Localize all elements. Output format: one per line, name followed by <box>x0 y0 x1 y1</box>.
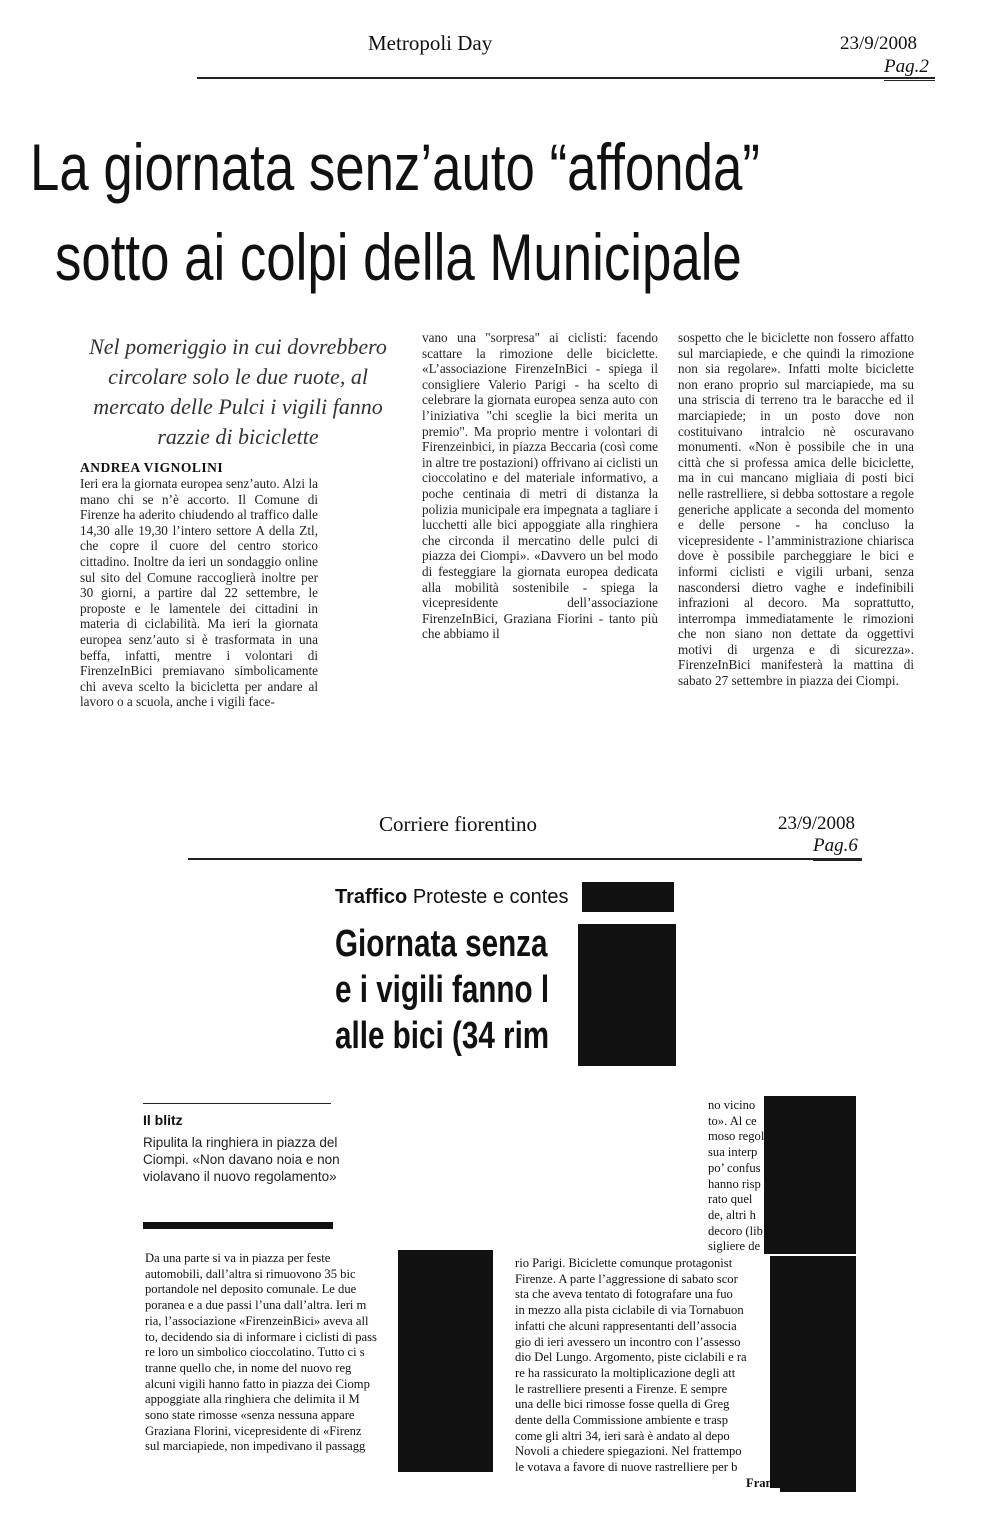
blitz-text: Ripulita la ringhiera in piazza del Ciompi. «Non davano noia e non violavano il nuovo regolamento» <box>143 1135 340 1184</box>
text-line: portandole nel deposito comunale. Le due <box>145 1282 357 1297</box>
text-line: no vicino <box>708 1098 756 1112</box>
text-line: una delle bici rimosse fosse quella di Greg <box>515 1397 730 1412</box>
text-line: dio Del Lungo. Argomento, piste ciclabili e ra <box>515 1350 747 1365</box>
text-line: sono state rimosse «senza nessuna appare <box>145 1408 355 1423</box>
page-underline <box>884 80 935 81</box>
redaction-mark <box>780 1474 856 1492</box>
text-line: Novoli a chiedere spiegazioni. Nel frattempo <box>515 1444 742 1459</box>
text-line: re loro un simbolico cioccolatino. Tutto ci s <box>145 1345 365 1360</box>
publication-date-2: 23/9/2008 <box>778 813 856 834</box>
text-line: de, altri h <box>708 1207 756 1222</box>
text-line: po’ confus <box>708 1160 761 1175</box>
headline-2-line-1: Giornata senza <box>335 923 548 965</box>
blitz-top-rule <box>143 1103 331 1104</box>
headline-2-line-2: e i vigili fanno l <box>335 969 550 1011</box>
text-line: rato quel <box>708 1192 753 1207</box>
column-3-text: sospetto che le biciclette non fossero affatto sul marciapiede, e che quindi la rimozione non sia regolare». Infatti molte biciclette non erano proprio sul marciapiede, ma su una striscia di terreno tra le baracche ed il marciapiede; in un posto dove non costituivano intralcio nè oscuravano monumenti. «Non è possibile che in una città che si professa amica delle biciclette, ma in cui mancano migliaia di posti bici nelle rastrelliere, si debba sottostare a regole generiche applicate a seconda del momento e delle persone - ha concluso la vicepresidente - l’amministrazione chiarisca dove è possibile parcheggiare le bici e informi ciclisti e vigili urbani, senza nascondersi dietro vaghe e indefinibili infrazioni al decoro. Ma soprattutto, interrompa immediatamente le rimozioni che non siano non dettate da oggettivi motivi di urgenza e di sicurezza». FirenzeInBici manifesterà la mattina di sabato 27 settembre in piazza dei Ciompi. <box>678 330 914 689</box>
page-number-2: Pag.6 <box>813 835 858 856</box>
blitz-bottom-bar <box>143 1222 333 1229</box>
text-line: poranea e a due passi l’una dall’altra. Ieri m <box>145 1298 367 1313</box>
column-2-text: vano una "sorpresa" ai ciclisti: facendo scattare la rimozione delle biciclette. «L’associazione FirenzeInBici - spiega il consigliere Valerio Parigi - ha scelto di celebrare la giornata europea senza auto con l’iniziativa "chi sceglie la bici merita un premio". Ma proprio mentre i volontari di Firenzeinbici, in piazza Beccaria (così come in altre tre postazioni) offrivano ai ciclisti un cioccolatino e del materiale informativo, a poche centinaia di metri di distanza la polizia municipale era impegnata a tagliare i lucchetti alle bici appoggiate alla ringhiera che circonda il mercatino delle pulci di piazza dei Ciompi». «Davvero un bel modo di festeggiare la giornata europea dedicata alla mobilità sostenibile - spiega la vicepresidente dell’associazione FirenzeInBici, Graziana Fiorini - tanto più che abbiamo il <box>422 330 658 642</box>
article-column-1 <box>80 476 318 710</box>
header-rule <box>197 77 935 79</box>
header-rule-2 <box>188 858 862 860</box>
subheadline: Nel pomeriggio in cui dovrebbero circolare solo le due ruote, al mercato delle Pulci i vigili fanno razzie di biciclette <box>89 334 387 449</box>
text-line: automobili, dall’altra si rimuovono 35 bic <box>145 1266 356 1281</box>
text-line: Da una parte si va in piazza per feste <box>145 1251 331 1265</box>
text-line: le rastrelliere presenti a Firenze. E sempre <box>515 1381 728 1396</box>
text-line: infatti che alcuni rappresentanti dell’associa <box>515 1318 737 1333</box>
column-1-text: Ieri era la giornata europea senz’auto. Alzi la mano chi se n’è accorto. Il Comune di Firenze ha aderito chiudendo al traffico dalle 14,30 alle 19,30 l’intero settore A della Ztl, che copre il cuore del centro storico cittadino. Inoltre da ieri un sondaggio online sul sito del Comune raccoglierà inoltre per 30 giorni, a partire dal 22 settembre, le proposte e le lamentele dei cittadini in materia di ciclabilità. Ma ieri la giornata europea senz’auto si è trasformata in una beffa, infatti, mentre i volontari di FirenzeInBici premiavano simbolicamente chi aveva scelto la bicicletta per andare al lavoro o a scuola, anche i vigili face- <box>80 476 318 710</box>
author-signature: Fran <box>746 1476 773 1490</box>
text-line: in mezzo alla pista ciclabile di via Tornabuon <box>515 1303 744 1318</box>
page-number: Pag.2 <box>884 56 929 77</box>
text-line: re ha rassicurato la moltiplicazione degli att <box>515 1365 736 1380</box>
source-name: Metropoli Day <box>368 31 493 55</box>
page-underline-2 <box>813 860 862 861</box>
source-name-2: Corriere fiorentino <box>379 812 538 836</box>
text-line: alcuni vigili hanno fatto in piazza dei Ciomp <box>145 1376 370 1391</box>
article-column-3 <box>678 330 914 689</box>
text-line: rio Parigi. Biciclette comunque protagonist <box>515 1256 733 1270</box>
text-line: gio di ieri avessero un incontro con l’assesso <box>515 1334 741 1349</box>
text-line: to, decidendo sia di informare i ciclisti di pass <box>145 1329 377 1344</box>
text-line: ria, l’associazione «FirenzeinBici» aveva all <box>145 1313 369 1328</box>
text-line: to». Al ce <box>708 1113 757 1128</box>
byline: ANDREA VIGNOLINI <box>80 460 224 475</box>
redaction-mark <box>398 1250 493 1472</box>
headline-2-line-3: alle bici (34 rim <box>335 1015 550 1057</box>
text-line: Firenze. A parte l’aggressione di sabato scor <box>515 1271 738 1286</box>
text-line: hanno risp <box>708 1176 761 1191</box>
headline-line-2: sotto ai colpi della Municipale <box>55 220 742 294</box>
kicker-text: Proteste e contes <box>412 886 569 908</box>
headline-line-1: La giornata senz’auto “affonda” <box>30 130 760 204</box>
article-column-2 <box>422 330 658 642</box>
kicker <box>335 886 568 909</box>
text-line: come gli altri 34, ieri sarà è andato al depo <box>515 1428 730 1443</box>
redaction-mark <box>578 924 676 1066</box>
redaction-mark <box>582 882 674 912</box>
text-line: appoggiate alla ringhiera che delimita il M <box>145 1392 360 1407</box>
text-line: sigliere de <box>708 1239 761 1254</box>
text-line: dente della Commissione ambiente e trasp <box>515 1413 728 1428</box>
text-line: sua interp <box>708 1145 758 1160</box>
publication-date: 23/9/2008 <box>840 33 918 54</box>
text-line: decoro (lib <box>708 1223 763 1238</box>
blitz-title: Il blitz <box>143 1112 183 1128</box>
text-line: moso regol <box>708 1129 765 1144</box>
text-line: sul marciapiede, non impedivano il passagg <box>145 1439 366 1454</box>
text-line: tranne quello che, in nome del nuovo reg <box>145 1360 352 1375</box>
redaction-mark <box>770 1256 856 1488</box>
text-line: Graziana Florini, vicepresidente di «Firenz <box>145 1423 362 1438</box>
text-line: le votava a favore di nuove rastrelliere per b <box>515 1460 738 1475</box>
kicker-section: Traffico <box>335 886 408 908</box>
text-line: sta che aveva tentato di fotografare una fuo <box>515 1287 733 1302</box>
redaction-mark <box>764 1096 856 1254</box>
